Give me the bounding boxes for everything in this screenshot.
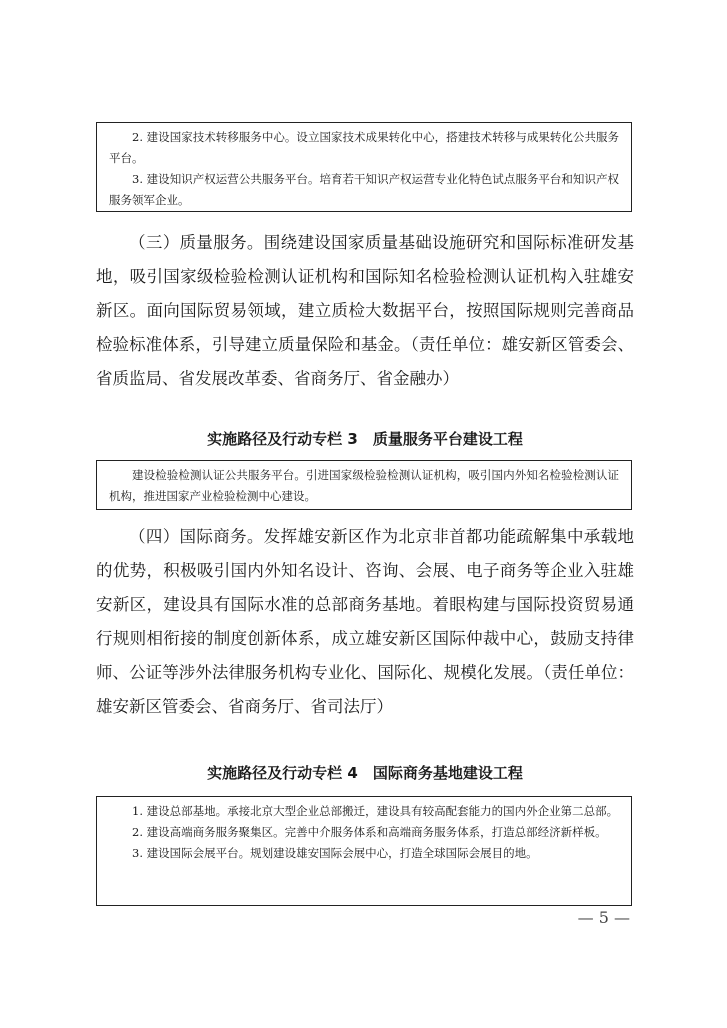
info-box-quality bbox=[96, 460, 632, 510]
box-item: 2. 建设国家技术转移服务中心。设立国家技术成果转化中心，搭建技术转移与成果转化公共服务平台。 bbox=[109, 130, 619, 165]
section-quality-service bbox=[96, 226, 634, 396]
page-number: — 5 — bbox=[577, 908, 630, 927]
action-column-heading-3: 实施路径及行动专栏 3 质量服务平台建设工程 bbox=[207, 430, 523, 448]
paragraph-text: （三）质量服务。围绕建设国家质量基础设施研究和国际标准研发基地，吸引国家级检验检测认证机构和国际知名检验检测认证机构入驻雄安新区。面向国际贸易领域，建立质检大数据平台，按照国际规则完善商品检验标准体系，引导建立质量保险和基金。（责任单位：雄安新区管委会、省质监局、省发展改革委、省商务厅、省金融办） bbox=[96, 233, 634, 388]
info-box-business bbox=[96, 796, 632, 906]
action-column-heading-4: 实施路径及行动专栏 4 国际商务基地建设工程 bbox=[207, 764, 523, 782]
box-item: 3. 建设知识产权运营公共服务平台。培育若干知识产权运营专业化特色试点服务平台和知识产权服务领军企业。 bbox=[109, 172, 619, 207]
box-item: 2. 建设高端商务服务聚集区。完善中介服务体系和高端商务服务体系，打造总部经济新样板。 bbox=[132, 825, 607, 839]
info-box-top bbox=[96, 122, 632, 212]
box-item: 建设检验检测认证公共服务平台。引进国家级检验检测认证机构，吸引国内外知名检验检测认证机构，推进国家产业检验检测中心建设。 bbox=[109, 468, 619, 503]
box-item: 1. 建设总部基地。承接北京大型企业总部搬迁，建设具有较高配套能力的国内外企业第二总部。 bbox=[132, 804, 619, 818]
paragraph-text: （四）国际商务。发挥雄安新区作为北京非首都功能疏解集中承载地的优势，积极吸引国内外知名设计、咨询、会展、电子商务等企业入驻雄安新区，建设具有国际水准的总部商务基地。着眼构建与国际投资贸易通行规则相衔接的制度创新体系，成立雄安新区国际仲裁中心，鼓励支持律师、公证等涉外法律服务机构专业化、国际化、规模化发展。（责任单位：雄安新区管委会、省商务厅、省司法厅） bbox=[96, 527, 634, 716]
section-international-business bbox=[96, 520, 634, 724]
box-item: 3. 建设国际会展平台。规划建设雄安国际会展中心，打造全球国际会展目的地。 bbox=[132, 846, 538, 860]
